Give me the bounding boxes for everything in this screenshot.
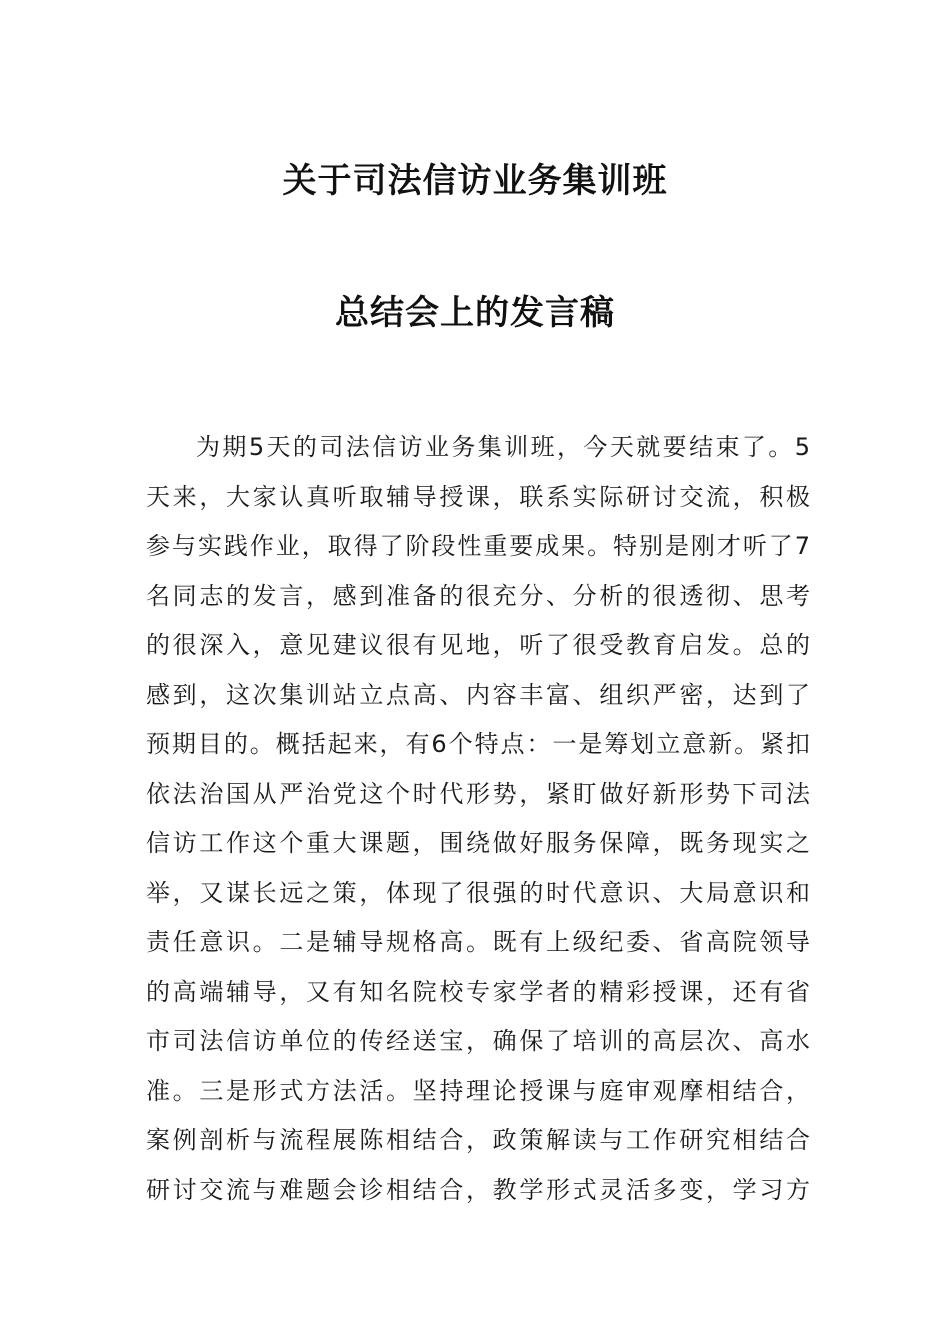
body-line-7: 预期目的。概括起来，有6个特点：一是筹划立意新。紧扣 (146, 730, 810, 758)
body-line-14: 准。三是形式方法活。坚持理论授课与庭审观摩相结合， (146, 1076, 810, 1105)
body-line-12: 的高端辅导，又有知名院校专家学者的精彩授课，还有省 (146, 977, 810, 1006)
body-line-15: 案例剖析与流程展陈相结合，政策解读与工作研究相结合 (146, 1126, 810, 1154)
body-line-6: 感到，这次集训站立点高、内容丰富、组织严密，达到了 (146, 680, 810, 709)
body-line-16: 研讨交流与难题会诊相结合，教学形式灵活多变，学习方 (146, 1175, 810, 1204)
body-line-1: 为期5天的司法信访业务集训班，今天就要结束了。5 (196, 433, 810, 461)
document-title-line-1: 关于司法信访业务集训班 (282, 161, 668, 201)
document-body (146, 423, 810, 1215)
body-line-8: 依法治国从严治党这个时代形势，紧盯做好新形势下司法 (146, 779, 810, 808)
body-line-5: 的很深入，意见建议很有见地，听了很受教育启发。总的 (146, 631, 810, 659)
body-line-3: 参与实践作业，取得了阶段性重要成果。特别是刚才听了7 (146, 532, 810, 560)
body-line-11: 责任意识。二是辅导规格高。既有上级纪委、省高院领导 (146, 928, 810, 956)
body-line-10: 举，又谋长远之策，体现了很强的时代意识、大局意识和 (146, 878, 810, 907)
body-line-2: 天来，大家认真听取辅导授课，联系实际研讨交流，积极 (146, 482, 810, 511)
body-line-13: 市司法信访单位的传经送宝，确保了培训的高层次、高水 (146, 1027, 810, 1055)
document-title-line-2: 总结会上的发言稿 (335, 293, 615, 333)
body-line-9: 信访工作这个重大课题，围绕做好服务保障，既务现实之 (146, 829, 810, 857)
body-line-4: 名同志的发言，感到准备的很充分、分析的很透彻、思考 (146, 581, 810, 610)
